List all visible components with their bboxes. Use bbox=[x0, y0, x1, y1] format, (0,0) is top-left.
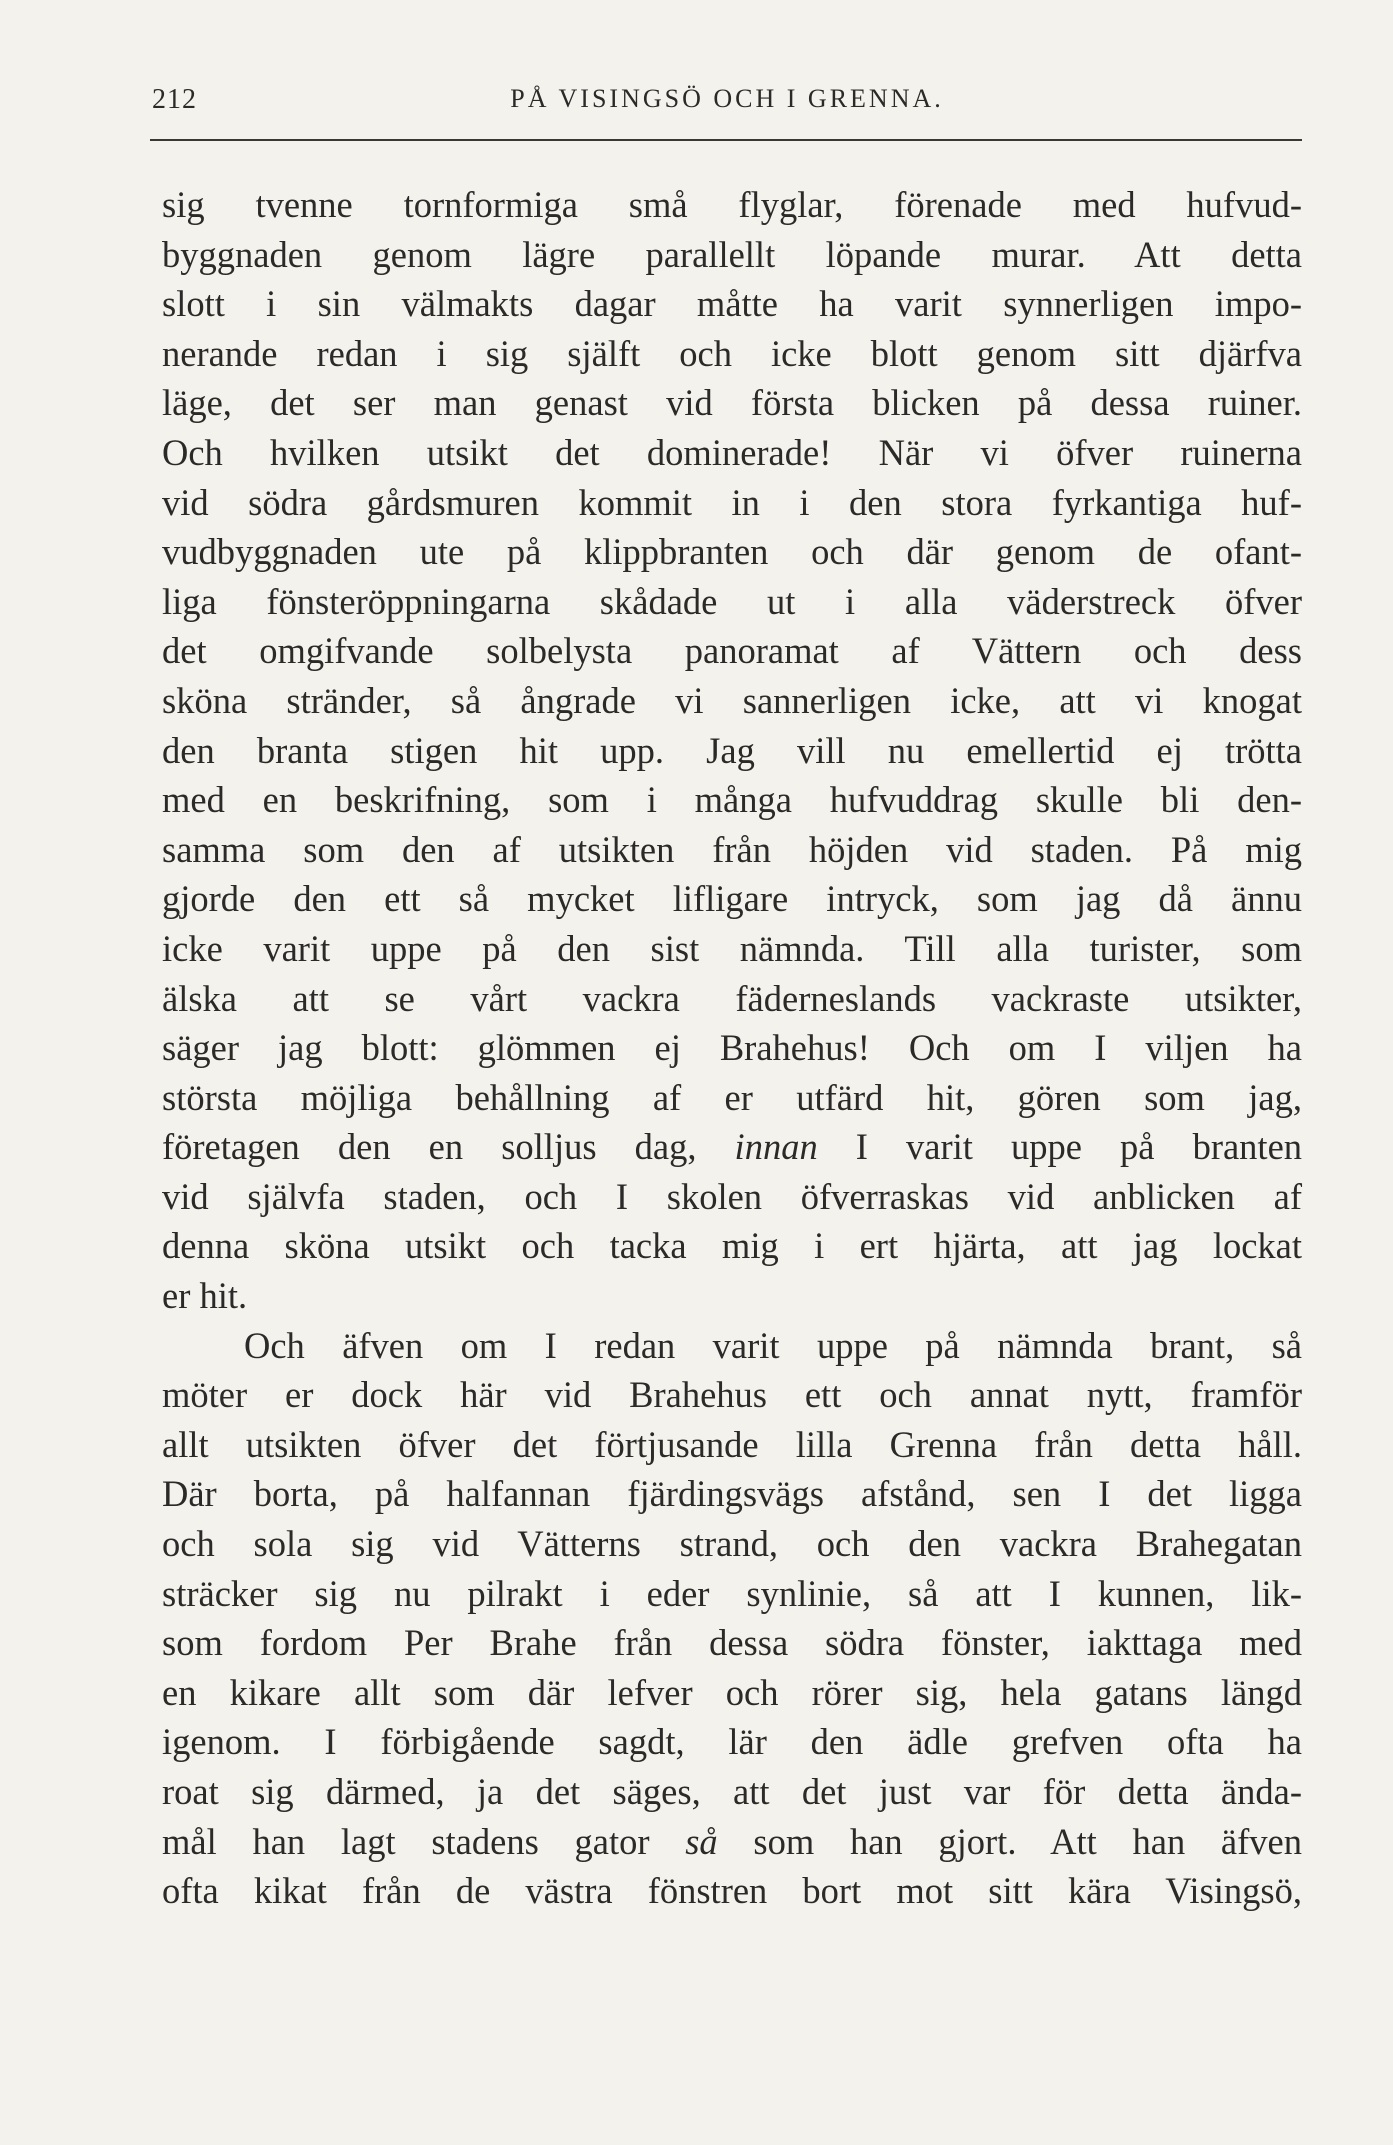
text-line-with-italic bbox=[162, 1122, 1302, 1172]
text-line: gjorde den ett så mycket lifligare intryck, som jag då ännu bbox=[162, 878, 1302, 920]
text-line: nerande redan i sig själft och icke blott genom sitt djärfva bbox=[162, 332, 1302, 374]
text-line: icke varit uppe på den sist nämnda. Till alla turister, som bbox=[162, 927, 1302, 969]
text-line: liga fönsteröppningarna skådade ut i alla väderstreck öfver bbox=[162, 580, 1302, 622]
text-line: byggnaden genom lägre parallellt löpande murar. Att detta bbox=[162, 233, 1302, 275]
text-line: en kikare allt som där lefver och rörer sig, hela gatans längd bbox=[162, 1671, 1302, 1713]
italic-word: innan bbox=[734, 1126, 818, 1168]
body-text bbox=[162, 180, 1302, 1916]
text-line: Där borta, på halfannan fjärdingsvägs afstånd, sen I det ligga bbox=[162, 1473, 1302, 1515]
header-rule bbox=[150, 139, 1302, 141]
text-line: älska att se vårt vackra fäderneslands vackraste utsikter, bbox=[162, 977, 1302, 1019]
page-header bbox=[152, 84, 1302, 124]
text-segment: som han gjort. Att han äfven bbox=[753, 1820, 1302, 1862]
text-line: roat sig därmed, ja det säges, att det just var för detta ända- bbox=[162, 1771, 1302, 1812]
text-line: möter er dock här vid Brahehus ett och annat nytt, framför bbox=[162, 1374, 1302, 1416]
text-line: sköna stränder, så ångrade vi sannerligen icke, att vi knogat bbox=[162, 679, 1302, 721]
italic-word: så bbox=[685, 1820, 718, 1862]
text-line: samma som den af utsikten från höjden vid staden. På mig bbox=[162, 828, 1302, 870]
text-line: slott i sin välmakts dagar måtte ha varit synnerligen impo- bbox=[162, 283, 1302, 325]
text-line: er hit. bbox=[162, 1275, 248, 1317]
text-line: vid självfa staden, och I skolen öfverraskas vid anblicken af bbox=[162, 1175, 1302, 1217]
text-line: med en beskrifning, som i många hufvuddrag skulle bli den- bbox=[162, 779, 1302, 821]
text-segment: I varit uppe på branten bbox=[855, 1126, 1303, 1168]
text-segment: mål han lagt stadens gator bbox=[162, 1820, 650, 1862]
text-line: läge, det ser man genast vid första blicken på dessa ruiner. bbox=[162, 382, 1302, 424]
text-line: den branta stigen hit upp. Jag vill nu emellertid ej trötta bbox=[162, 729, 1302, 771]
text-line: vudbyggnaden ute på klippbranten och där genom de ofant- bbox=[162, 531, 1302, 573]
text-line: som fordom Per Brahe från dessa södra fönster, iakttaga med bbox=[162, 1622, 1302, 1664]
text-line: allt utsikten öfver det förtjusande lilla Grenna från detta håll. bbox=[162, 1423, 1302, 1465]
text-line: igenom. I förbigående sagdt, lär den ädle grefven ofta ha bbox=[162, 1721, 1302, 1763]
text-line: och sola sig vid Vätterns strand, och den vackra Brahegatan bbox=[162, 1523, 1302, 1565]
text-line: säger jag blott: glömmen ej Brahehus! Och om I viljen ha bbox=[162, 1027, 1302, 1069]
text-line: vid södra gårdsmuren kommit in i den stora fyrkantiga huf- bbox=[162, 481, 1302, 523]
running-title: PÅ VISINGSÖ OCH I GRENNA. bbox=[510, 84, 944, 113]
text-line: största möjliga behållning af er utfärd hit, gören som jag, bbox=[162, 1076, 1302, 1118]
text-line: ofta kikat från de västra fönstren bort mot sitt kära Visingsö, bbox=[162, 1870, 1302, 1912]
text-segment: företagen den en solljus dag, bbox=[162, 1126, 697, 1168]
text-line: det omgifvande solbelysta panoramat af Vättern och dess bbox=[162, 630, 1302, 672]
text-line: denna sköna utsikt och tacka mig i ert hjärta, att jag lockat bbox=[162, 1225, 1302, 1267]
text-line: sig tvenne tornformiga små flyglar, förenade med hufvud- bbox=[162, 184, 1302, 225]
page-number: 212 bbox=[152, 84, 197, 115]
text-line-with-italic bbox=[162, 1817, 1302, 1867]
text-line: sträcker sig nu pilrakt i eder synlinie, så att I kunnen, lik- bbox=[162, 1572, 1302, 1614]
text-line: Och hvilken utsikt det dominerade! När vi öfver ruinerna bbox=[162, 431, 1302, 473]
paragraph-start-line: Och äfven om I redan varit uppe på nämnda brant, så bbox=[244, 1324, 1302, 1366]
